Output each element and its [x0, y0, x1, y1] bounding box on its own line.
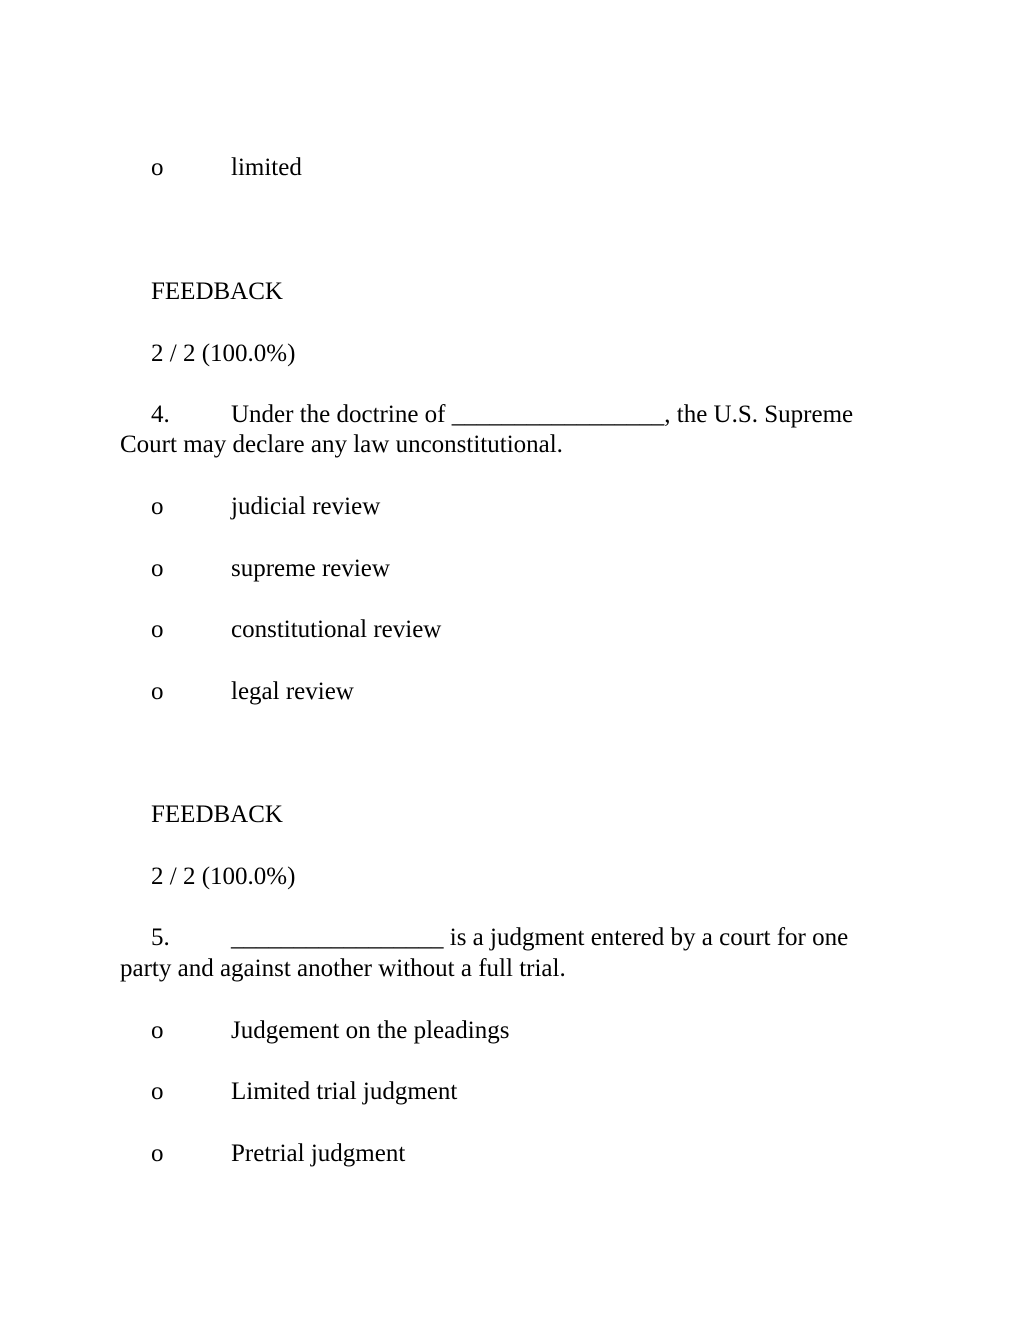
question-number: 4.	[151, 401, 170, 428]
feedback-score: 2 / 2 (100.0%)	[151, 863, 296, 890]
option-judicial-review: judicial review	[231, 493, 381, 520]
option-marker: o	[151, 154, 164, 181]
question-text-line1: _________________ is a judgment entered by a court for one	[231, 924, 849, 951]
question-text-line1: Under the doctrine of _________________, the U.S. Supreme	[231, 401, 854, 428]
option-marker: o	[151, 1140, 164, 1167]
option-constitutional-review: constitutional review	[231, 616, 442, 643]
option-marker: o	[151, 493, 164, 520]
option-pretrial-judgment: Pretrial judgment	[231, 1140, 406, 1167]
feedback-label: FEEDBACK	[151, 801, 283, 828]
option-limited-trial-judgment: Limited trial judgment	[231, 1078, 458, 1105]
option-judgement-on-pleadings: Judgement on the pleadings	[231, 1017, 510, 1044]
feedback-score: 2 / 2 (100.0%)	[151, 340, 296, 367]
option-marker: o	[151, 1017, 164, 1044]
question-number: 5.	[151, 924, 170, 951]
option-marker: o	[151, 1078, 164, 1105]
option-text: limited	[231, 154, 302, 181]
option-marker: o	[151, 555, 164, 582]
option-supreme-review: supreme review	[231, 555, 390, 582]
option-marker: o	[151, 616, 164, 643]
question-text-line2: Court may declare any law unconstitutional.	[120, 431, 563, 458]
option-marker: o	[151, 678, 164, 705]
question-text-line2: party and against another without a full trial.	[120, 955, 566, 982]
feedback-label: FEEDBACK	[151, 278, 283, 305]
option-legal-review: legal review	[231, 678, 354, 705]
